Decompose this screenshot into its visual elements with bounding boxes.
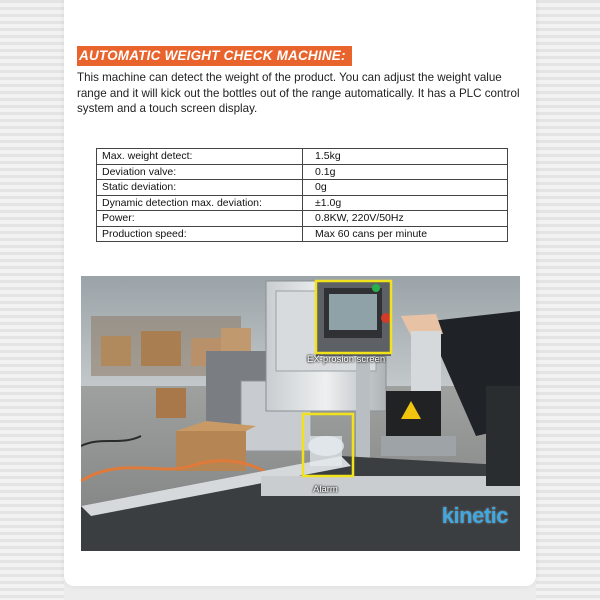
spec-table — [96, 148, 508, 242]
section-description: This machine can detect the weight of the product. You can adjust the weight value range and it will kick out the bottles out of the range automatically. It has a PLC control system and a touch screen display. — [77, 71, 520, 115]
spec-value: Max 60 cans per minute — [303, 226, 508, 242]
spec-label: Production speed: — [97, 226, 303, 242]
spec-label: Power: — [97, 211, 303, 227]
background-stripes-left — [0, 0, 64, 600]
spec-label: Deviation valve: — [97, 164, 303, 180]
background-stripes-right — [536, 0, 600, 600]
table-row — [97, 180, 508, 196]
content-card — [64, 0, 536, 586]
table-row — [97, 195, 508, 211]
spec-value: 1.5kg — [303, 149, 508, 165]
spec-label: Static deviation: — [97, 180, 303, 196]
spec-value: ±1.0g — [303, 195, 508, 211]
spec-value: 0.1g — [303, 164, 508, 180]
table-row — [97, 164, 508, 180]
table-row — [97, 211, 508, 227]
spec-value: 0.8KW, 220V/50Hz — [303, 211, 508, 227]
table-row — [97, 149, 508, 165]
spec-label: Dynamic detection max. deviation: — [97, 195, 303, 211]
callout-label-alarm: Alarm — [313, 484, 338, 495]
callout-label-screen: EX-prosion screen — [307, 354, 386, 365]
spec-label: Max. weight detect: — [97, 149, 303, 165]
spec-value: 0g — [303, 180, 508, 196]
brand-watermark: kinetic — [441, 503, 508, 528]
machine-photo — [81, 276, 520, 551]
table-row — [97, 226, 508, 242]
section-title: AUTOMATIC WEIGHT CHECK MACHINE: — [77, 46, 352, 66]
